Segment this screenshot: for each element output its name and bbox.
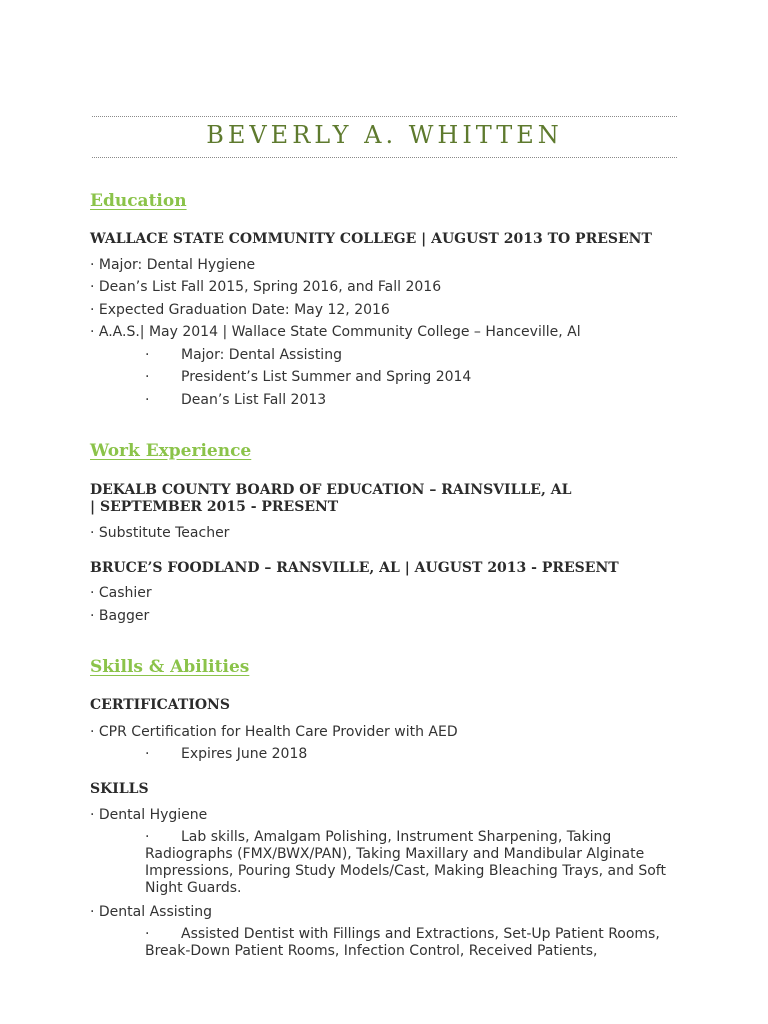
work-section-title: Work Experience — [90, 441, 252, 461]
education-item: · Expected Graduation Date: May 12, 2016 — [90, 302, 390, 318]
education-sub-item-text: President’s List Summer and Spring 2014 — [181, 369, 472, 385]
job-heading-date: | SEPTEMBER 2015 - PRESENT — [90, 499, 339, 515]
job-heading: DEKALB COUNTY BOARD OF EDUCATION – RAINSVILLE, AL — [90, 482, 572, 498]
bullet-dot: · — [145, 369, 150, 385]
bullet-dot: · — [145, 829, 150, 845]
education-section-title: Education — [90, 191, 187, 211]
education-item: · A.A.S.| May 2014 | Wallace State Community College – Hanceville, Al — [90, 324, 581, 340]
resume-name: BEVERLY A. WHITTEN — [206, 121, 563, 149]
skill-detail-text: Assisted Dentist with Fillings and Extractions, Set-Up Patient Rooms, Break-Down Patient Rooms, Infection Control, Received Patients, — [145, 926, 660, 959]
education-sub-item-text: Dean’s List Fall 2013 — [181, 392, 327, 408]
skill-detail — [145, 829, 685, 897]
job-item: · Cashier — [90, 585, 152, 601]
job-item: · Bagger — [90, 608, 150, 624]
bullet-dot: · — [145, 347, 150, 363]
education-heading: WALLACE STATE COMMUNITY COLLEGE | AUGUST 2013 TO PRESENT — [90, 231, 652, 247]
skill-detail — [145, 926, 685, 960]
job-heading: BRUCE’S FOODLAND – RANSVILLE, AL | AUGUST 2013 - PRESENT — [90, 560, 619, 576]
education-item: · Dean’s List Fall 2015, Spring 2016, and Fall 2016 — [90, 279, 442, 295]
certification-item: · CPR Certification for Health Care Provider with AED — [90, 724, 458, 740]
bullet-dot: · — [145, 746, 150, 762]
header-top-rule — [92, 116, 677, 117]
job-item: · Substitute Teacher — [90, 525, 230, 541]
education-sub-item-text: Major: Dental Assisting — [181, 347, 342, 363]
skill-item: · Dental Assisting — [90, 904, 213, 920]
education-sub-item — [145, 392, 326, 409]
skills-heading: SKILLS — [90, 781, 149, 797]
bullet-dot: · — [145, 392, 150, 408]
skill-detail-text: Lab skills, Amalgam Polishing, Instrument Sharpening, Taking Radiographs (FMX/BWX/PAN), Taking Maxillary and Mandibular Alginate Impressions, Pouring Study Models/Cast, Making Bleaching Trays, and Soft Night Guards. — [145, 829, 666, 896]
certification-sub-item — [145, 746, 307, 763]
certifications-heading: CERTIFICATIONS — [90, 697, 230, 713]
certification-sub-item-text: Expires June 2018 — [181, 746, 308, 762]
skills-section-title: Skills & Abilities — [90, 657, 250, 677]
education-item: · Major: Dental Hygiene — [90, 257, 256, 273]
education-sub-item — [145, 347, 342, 364]
header-bottom-rule — [92, 157, 677, 158]
skill-item: · Dental Hygiene — [90, 807, 208, 823]
bullet-dot: · — [145, 926, 150, 942]
education-sub-item — [145, 369, 471, 386]
